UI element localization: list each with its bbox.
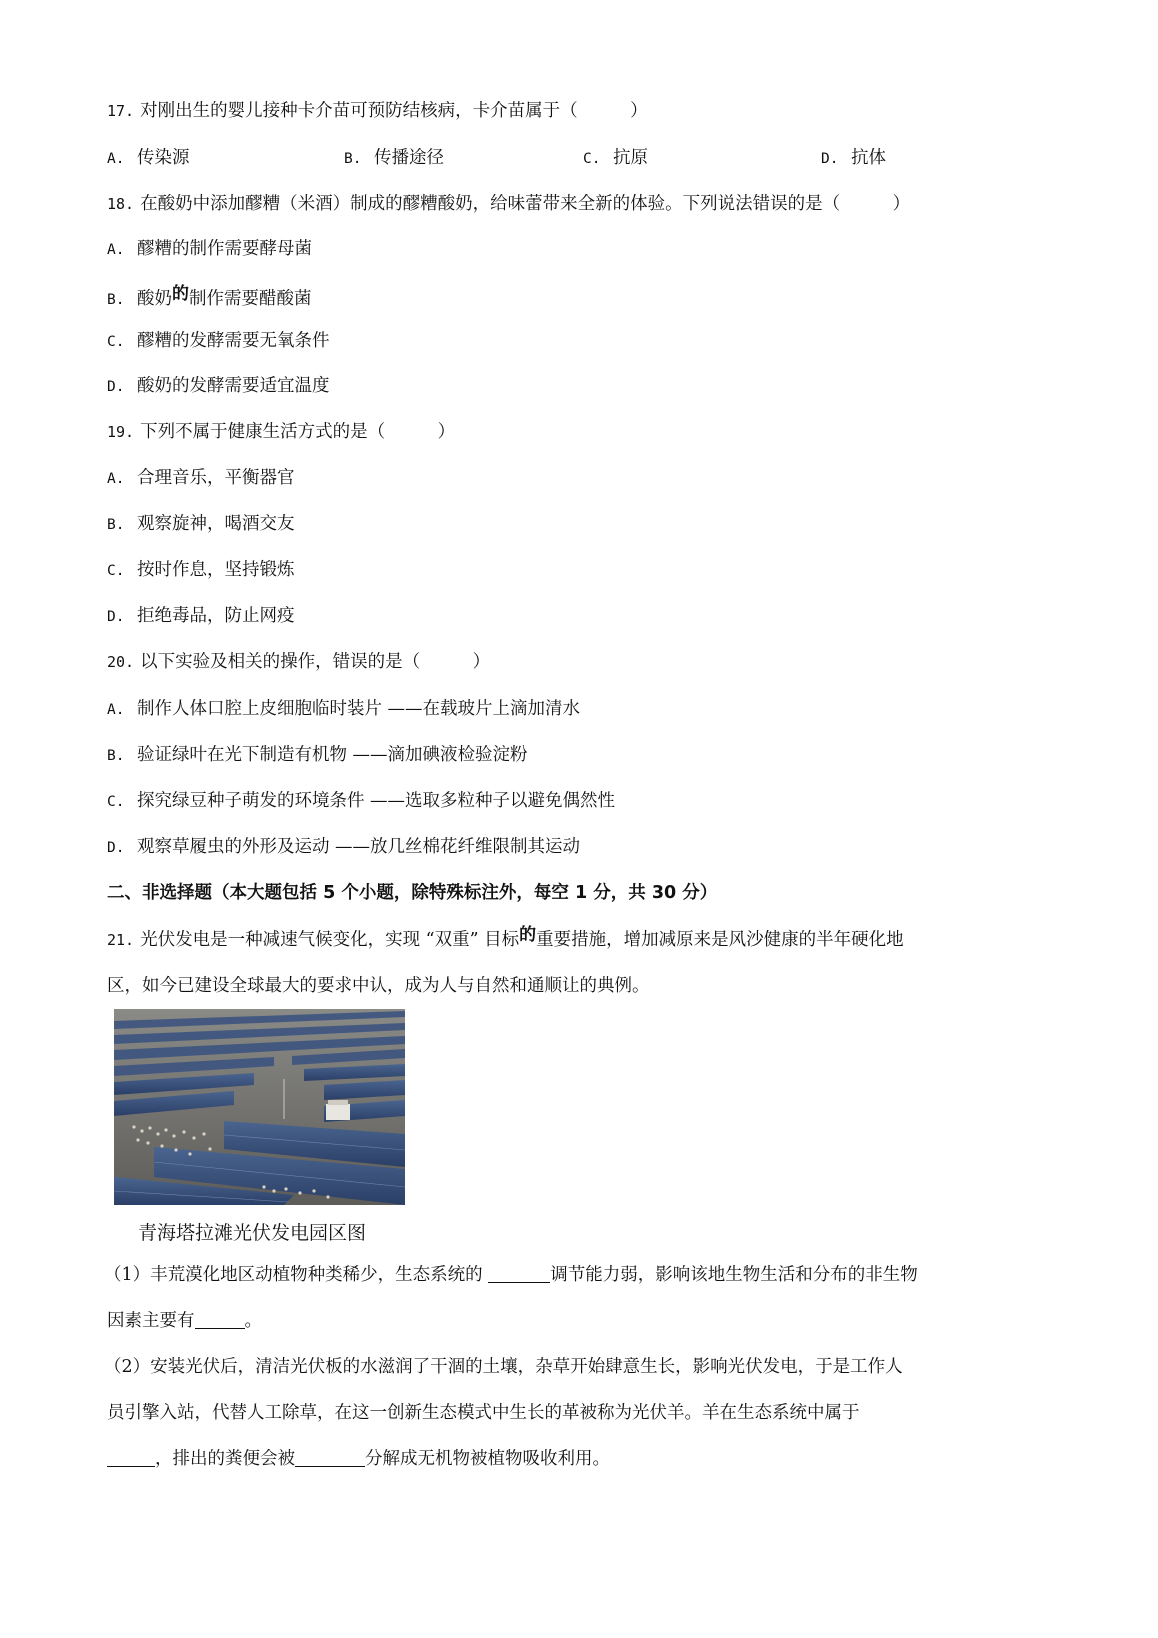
q18-option-a[interactable] xyxy=(107,237,312,262)
question-stem: 以下实验及相关的操作，错误的是（ ） xyxy=(140,652,491,672)
question-number: 18. xyxy=(107,195,135,213)
part1-text-b: 调节能力弱，影响该地生物生活和分布的非生物 xyxy=(550,1265,918,1285)
option-text-pre: 酸奶 xyxy=(137,289,172,309)
option-label: A. xyxy=(107,151,125,167)
option-label: B. xyxy=(107,292,125,308)
q17-stem-line xyxy=(107,99,648,123)
option-label: A. xyxy=(107,471,125,487)
q19-stem-line xyxy=(107,420,455,444)
solar-farm-photo xyxy=(114,1009,405,1205)
option-text: 酸奶的发酵需要适宜温度 xyxy=(137,376,330,396)
q18-option-b[interactable] xyxy=(107,284,312,312)
option-label: C. xyxy=(583,151,601,167)
answer-blank[interactable] xyxy=(107,1448,155,1467)
option-text: 制作需要醋酸菌 xyxy=(189,289,312,309)
option-label: A. xyxy=(107,242,125,258)
part1-text-c: 因素主要有 xyxy=(107,1311,195,1331)
question-number: 19. xyxy=(107,423,135,441)
option-text: 抗体 xyxy=(851,148,886,168)
question-stem: 对刚出生的婴儿接种卡介苗可预防结核病，卡介苗属于（ ） xyxy=(140,101,648,121)
q20-option-c[interactable] xyxy=(107,789,615,814)
option-text: 传染源 xyxy=(137,148,190,168)
option-text: 观察旋神，喝酒交友 xyxy=(137,514,295,534)
option-label: B. xyxy=(107,748,125,764)
question-stem: 下列不属于健康生活方式的是（ ） xyxy=(140,422,456,442)
part2-text-b: 分解成无机物被植物吸收利用。 xyxy=(365,1449,610,1469)
q21-part2-line-1: （2）安装光伏后，清洁光伏板的水滋润了干涸的土壤，杂草开始肆意生长，影响光伏发电，于是工作人 xyxy=(104,1357,903,1377)
part2-text-a: ，排出的粪便会被 xyxy=(155,1449,295,1469)
q21-part2-line-2: 员引擎入站，代替人工除草，在这一创新生态模式中生长的革被称为光伏羊。羊在生态系统中属于 xyxy=(107,1403,860,1423)
answer-blank[interactable] xyxy=(295,1448,365,1467)
option-text: 醪糟的发酵需要无氧条件 xyxy=(137,331,330,351)
question-number: 21. xyxy=(107,931,135,949)
option-label: D. xyxy=(107,840,125,856)
q18-stem-line xyxy=(107,192,910,216)
answer-blank[interactable] xyxy=(488,1264,550,1283)
question-number: 17. xyxy=(107,102,135,120)
q20-option-a[interactable] xyxy=(107,697,580,722)
option-text: 抗原 xyxy=(613,148,648,168)
option-text: 探究绿豆种子萌发的环境条件 ——选取多粒种子以避免偶然性 xyxy=(137,791,616,811)
option-text: 拒绝毒品，防止网疫 xyxy=(137,606,295,626)
option-text: 传播途径 xyxy=(374,148,444,168)
q19-option-c[interactable] xyxy=(107,558,295,583)
image-caption: 青海塔拉滩光伏发电园区图 xyxy=(138,1222,367,1244)
answer-blank[interactable] xyxy=(195,1310,245,1329)
option-label: A. xyxy=(107,702,125,718)
option-label: D. xyxy=(821,151,839,167)
q19-option-d[interactable] xyxy=(107,604,295,629)
option-text: 按时作息，坚持锻炼 xyxy=(137,560,295,580)
option-label: D. xyxy=(107,379,125,395)
q21-part2-line-3 xyxy=(107,1447,610,1471)
q19-option-a[interactable] xyxy=(107,466,295,491)
part1-text-d: 。 xyxy=(244,1311,262,1331)
question-stem: 在酸奶中添加醪糟（米酒）制成的醪糟酸奶，给味蕾带来全新的体验。下列说法错误的是（ ） xyxy=(140,194,911,214)
option-text: 观察草履虫的外形及运动 ——放几丝棉花纤维限制其运动 xyxy=(137,837,581,857)
option-text: 验证绿叶在光下制造有机物 ——滴加碘液检验淀粉 xyxy=(137,745,528,765)
question-stem-a: 光伏发电是一种减速气候变化，实现 “双重” 目标 xyxy=(140,930,520,950)
option-label: C. xyxy=(107,334,125,350)
q20-option-b[interactable] xyxy=(107,743,528,768)
q21-stem-line-2: 区，如今已建设全球最大的要求中认，成为人与自然和通顺让的典例。 xyxy=(107,976,650,996)
raised-character: 的 xyxy=(519,925,537,945)
part1-text-a: （1）丰荒漠化地区动植物种类稀少，生态系统的 xyxy=(104,1265,483,1285)
option-label: B. xyxy=(344,151,362,167)
q21-part1-line-1 xyxy=(104,1263,918,1287)
option-a[interactable] xyxy=(107,146,190,171)
option-label: C. xyxy=(107,794,125,810)
option-label: C. xyxy=(107,563,125,579)
option-label: B. xyxy=(107,517,125,533)
option-text: 合理音乐，平衡器官 xyxy=(137,468,295,488)
option-c[interactable] xyxy=(583,146,648,171)
section-heading: 二、非选择题（本大题包括 5 个小题，除特殊标注外，每空 1 分，共 30 分） xyxy=(107,883,718,903)
question-stem-b: 重要措施，增加减原来是风沙健康的半年硬化地 xyxy=(536,930,904,950)
q21-stem-line-1 xyxy=(107,925,904,952)
option-b[interactable] xyxy=(344,146,444,171)
option-text: 制作人体口腔上皮细胞临时装片 ——在载玻片上滴加清水 xyxy=(137,699,581,719)
q20-stem-line xyxy=(107,650,490,674)
raised-character: 的 xyxy=(172,284,189,304)
option-text: 醪糟的制作需要酵母菌 xyxy=(137,239,312,259)
q21-part1-line-2 xyxy=(107,1309,262,1333)
option-d[interactable] xyxy=(821,146,886,171)
option-label: D. xyxy=(107,609,125,625)
q20-option-d[interactable] xyxy=(107,835,580,860)
q18-option-d[interactable] xyxy=(107,374,330,399)
q19-option-b[interactable] xyxy=(107,512,295,537)
q18-option-c[interactable] xyxy=(107,329,330,354)
question-number: 20. xyxy=(107,653,135,671)
